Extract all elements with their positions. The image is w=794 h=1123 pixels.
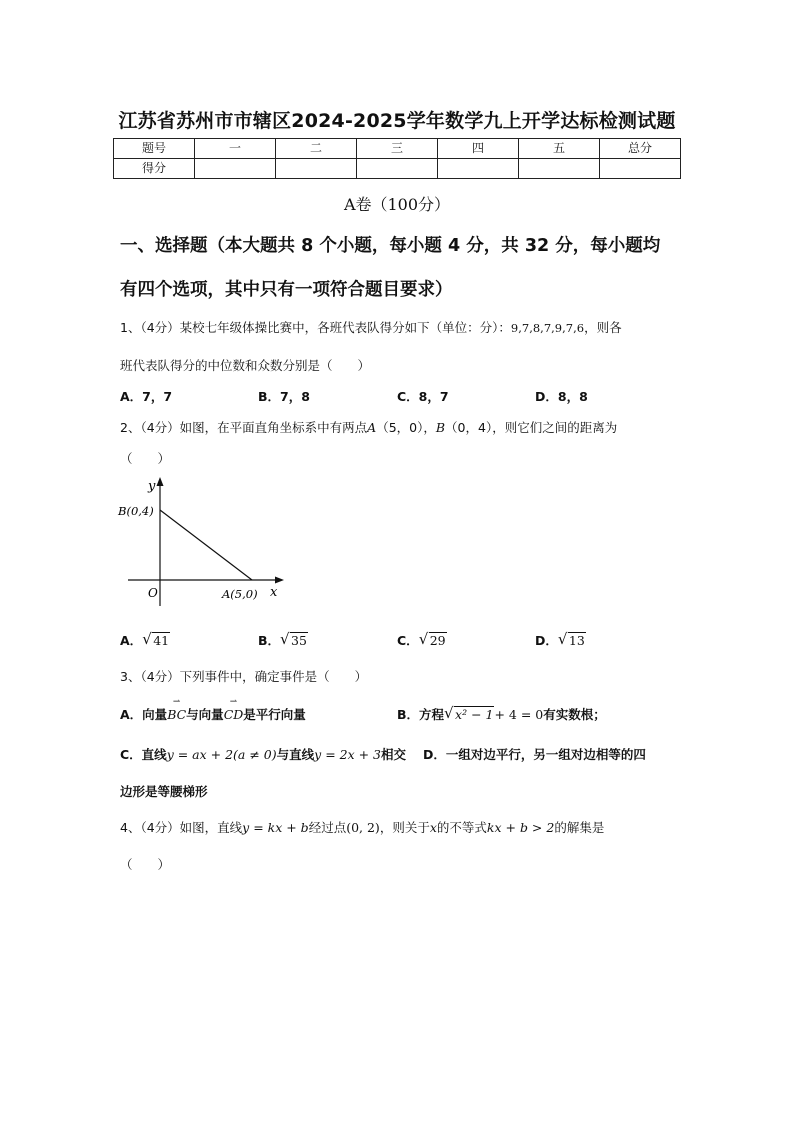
score-table: [113, 138, 681, 179]
q4-point: (0, 2): [346, 820, 380, 835]
y-axis-arrow: [157, 477, 164, 486]
q2-point-b: B: [435, 420, 446, 435]
radicand: 29: [429, 633, 446, 648]
score-table-header-cell: 题号: [114, 139, 195, 159]
q3-a-text-2: 与向量: [186, 707, 224, 722]
score-table-header-cell: 五: [519, 139, 600, 159]
sqrt-29: √ 29: [418, 630, 446, 648]
score-cell: [519, 159, 600, 179]
q4-stem-b: 经过点: [308, 820, 347, 835]
point-a-label: A(5,0): [222, 587, 258, 601]
score-cell: [195, 159, 276, 179]
question-4-stem: [120, 818, 604, 836]
score-cell: [276, 159, 357, 179]
radicand: 41: [153, 633, 170, 648]
question-2-line2: （ ）: [120, 451, 171, 466]
q1-option-c[interactable]: C．8，7: [397, 389, 449, 404]
segment-ab: [160, 510, 252, 580]
q2-b-coord: （0，4），则它们之间的距离为: [445, 420, 618, 435]
q1-option-b[interactable]: B．7，8: [258, 389, 310, 404]
q3-c-text-2: 与直线: [276, 747, 315, 762]
q3-a-text-1: A．向量: [120, 707, 168, 722]
q3-c-line-1: y = ax + 2: [166, 747, 234, 762]
score-table-header-cell: 四: [438, 139, 519, 159]
score-table-header-cell: 总分: [600, 139, 681, 159]
radicand: 35: [291, 633, 307, 648]
q3-c-text-3: 相交: [381, 747, 407, 762]
q3-b-equation: + 4 = 0: [494, 707, 544, 722]
score-table-header-cell: 三: [357, 139, 438, 159]
q3-option-b[interactable]: [397, 705, 606, 723]
q4-stem-e: 的解集是: [554, 820, 605, 835]
q2-option-c-letter: C．: [397, 633, 419, 648]
vector-cd-label: CD: [223, 707, 244, 722]
score-table-header-cell: 二: [276, 139, 357, 159]
vector-bc-label: BC: [167, 707, 187, 722]
score-row-label: 得分: [114, 159, 195, 179]
q3-b-text-1: B．方程: [397, 707, 445, 722]
q3-a-text-3: 是平行向量: [243, 707, 306, 722]
q3-c-text-1: C．直线: [120, 747, 167, 762]
x-axis-label: x: [270, 585, 278, 600]
q2-coordinate-figure: [110, 474, 290, 614]
point-b-label: B(0,4): [118, 504, 154, 518]
question-1-line2: 班代表队得分的中位数和众数分别是（ ）: [120, 358, 371, 373]
q3-option-c[interactable]: [120, 745, 406, 763]
q2-option-a[interactable]: [120, 631, 170, 649]
q4-stem-d: 的不等式: [436, 820, 487, 835]
q2-option-d-letter: D．: [535, 633, 558, 648]
section-heading-line1: 一、选择题（本大题共 8 个小题，每小题 4 分，共 32 分，每小题均: [120, 236, 661, 256]
q4-stem-a: 4、（4分）如图，直线: [120, 820, 243, 835]
q2-point-a: A: [367, 420, 377, 435]
radicand: 13: [568, 633, 585, 648]
score-table-score-row: [114, 159, 681, 179]
q3-c-condition: (a ≠ 0): [233, 747, 277, 762]
q4-line-equation: y = kx + b: [242, 820, 309, 835]
vector-cd: ⇀ CD: [223, 697, 244, 722]
q4-variable: x: [429, 820, 437, 835]
sqrt-13: √ 13: [557, 630, 585, 648]
q3-option-d[interactable]: D．一组对边平行，另一组对边相等的四: [423, 747, 646, 762]
question-3-stem: 3、（4分）下列事件中，确定事件是（ ）: [120, 669, 368, 684]
q3-b-text-2: 有实数根；: [543, 707, 606, 722]
q2-a-coord: （5，0），: [376, 420, 436, 435]
q3-option-a[interactable]: [120, 697, 306, 723]
question-2-stem: [120, 418, 617, 436]
q1-option-d[interactable]: D．8，8: [535, 389, 588, 404]
score-cell: [438, 159, 519, 179]
q1-option-a[interactable]: A．7，7: [120, 389, 173, 404]
q2-stem-a: 2、（4分）如图，在平面直角坐标系中有两点: [120, 420, 368, 435]
y-axis-label: y: [148, 479, 156, 494]
q2-option-c[interactable]: [397, 631, 447, 649]
question-4-line2: （ ）: [120, 857, 171, 872]
sqrt-expression: √ x² − 1: [444, 704, 494, 722]
q2-option-a-letter: A．: [120, 633, 143, 648]
q1-stem-a: 1、（4分）某校七年级体操比赛中，各班代表队得分如下（单位：分）：: [120, 320, 511, 335]
q1-stem-b: ，则各: [584, 320, 622, 335]
q2-option-b[interactable]: [258, 631, 308, 649]
part-title: A卷（100分）: [343, 195, 451, 214]
score-cell: [600, 159, 681, 179]
sqrt-41: √ 41: [142, 630, 170, 648]
q1-data: 9,7,8,7,9,7,6: [510, 321, 585, 335]
section-heading-line2: 有四个选项，其中只有一项符合题目要求）: [120, 280, 453, 300]
q4-inequality: kx + b > 2: [486, 820, 555, 835]
sqrt-35: √ 35: [280, 630, 307, 648]
q4-stem-c: ，则关于: [379, 820, 430, 835]
radicand: x² − 1: [455, 707, 494, 722]
score-table-header-cell: 一: [195, 139, 276, 159]
q2-option-d[interactable]: [535, 631, 586, 649]
score-cell: [357, 159, 438, 179]
q3-option-d-line2: 边形是等腰梯形: [120, 784, 208, 799]
x-axis-arrow: [275, 577, 284, 584]
vector-bc: ⇀ BC: [167, 697, 187, 722]
question-1-stem: [120, 318, 622, 336]
origin-label: O: [148, 586, 158, 600]
page-title: 江苏省苏州市市辖区2024-2025学年数学九上开学达标检测试题: [118, 110, 676, 132]
score-table-header-row: [114, 139, 681, 159]
q3-c-line-2: y = 2x + 3: [314, 747, 382, 762]
q2-option-b-letter: B．: [258, 633, 281, 648]
